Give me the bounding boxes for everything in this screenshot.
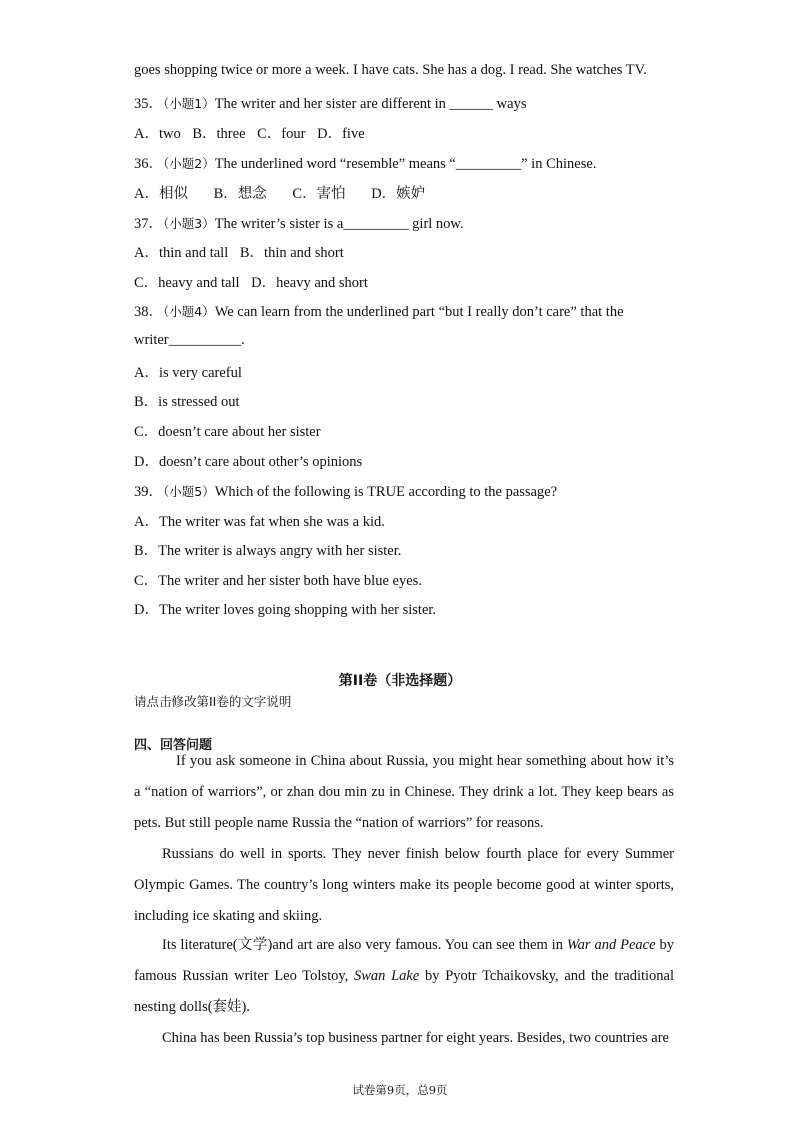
- question-number: 38．: [134, 304, 163, 320]
- option-d: D．doesn’t care about other’s opinions: [134, 454, 363, 470]
- question-stem: Which of the following is TRUE according to the passage?: [214, 484, 558, 500]
- question-number: 37．: [134, 216, 163, 232]
- question-number: 39．: [134, 484, 163, 500]
- option-a: A．is very careful: [134, 365, 242, 381]
- passage-paragraph-2: Russians do well in sports. They never finish below fourth place for every Summer Olympic Games. The country’s long winters make its people become good at winter sports, including ice skating and skiing.: [134, 846, 674, 924]
- option-a: A．two: [134, 126, 181, 142]
- p3-text-e: by Pyotr Tchaikovsky, and the traditional nesting dolls(套娃).: [134, 968, 674, 1015]
- book-title-war-and-peace: War and Peace: [566, 937, 656, 953]
- option-d: D．five: [317, 126, 365, 142]
- passage-paragraph-1: If you ask someone in China about Russia, you might hear something about how it’s a “nation of warriors”, or zhan dou min zu in Chinese. They drink a lot. They keep bears as pets. But still people name Russia the “nation of warriors” for reasons.: [134, 753, 674, 831]
- section-heading: 四、回答问题: [134, 738, 213, 753]
- option-d: D．heavy and short: [251, 275, 368, 291]
- continued-passage-line: goes shopping twice or more a week. I have cats. She has a dog. I read. She watches TV.: [134, 62, 647, 78]
- question-38: [134, 300, 624, 321]
- work-title-swan-lake: Swan Lake: [354, 968, 420, 984]
- question-35-options: [134, 122, 373, 143]
- option-a: A．The writer was fat when she was a kid.: [134, 514, 385, 530]
- option-c: C．four: [257, 126, 306, 142]
- question-stem: We can learn from the underlined part “but I really don’t care” that the: [214, 304, 624, 320]
- p3-text-c: by famous Russian writer Leo Tolstoy,: [134, 937, 674, 984]
- option-c: C．害怕: [292, 186, 346, 202]
- option-c: C．doesn’t care about her sister: [134, 424, 321, 440]
- question-stem: The underlined word “resemble” means “_________” in Chinese.: [214, 156, 597, 172]
- question-number: 35．: [134, 96, 163, 112]
- option-c: C．The writer and her sister both have blue eyes.: [134, 573, 422, 589]
- option-c: C．heavy and tall: [134, 275, 240, 291]
- option-a: A．相似: [134, 186, 188, 202]
- option-b: B．The writer is always angry with her sister.: [134, 543, 402, 559]
- section-title: 第II卷（非选择题）: [338, 673, 462, 689]
- option-b: B．three: [192, 126, 246, 142]
- question-stem: The writer and her sister are different in ______ ways: [214, 96, 527, 112]
- passage-paragraph-4: China has been Russia’s top business partner for eight years. Besides, two countries are: [162, 1030, 669, 1046]
- section-note: 请点击修改第II卷的文字说明: [134, 694, 292, 709]
- option-d: D．The writer loves going shopping with her sister.: [134, 602, 437, 618]
- question-35: [134, 92, 526, 113]
- question-stem: The writer’s sister is a_________ girl now.: [214, 216, 464, 232]
- option-a: A．thin and tall: [134, 245, 229, 261]
- question-tag: （小题4）: [163, 304, 215, 319]
- option-b: B．thin and short: [239, 245, 344, 261]
- option-d: D．嫉妒: [371, 186, 426, 202]
- passage-paragraph-3: [134, 930, 674, 1023]
- question-36: [134, 152, 596, 173]
- option-b: B．is stressed out: [134, 394, 240, 410]
- question-38-stem-continued: writer__________.: [134, 332, 245, 348]
- p3-text-a: Its literature(文学)and art are also very famous. You can see them in: [162, 937, 567, 953]
- question-37-options-row2: [134, 271, 376, 292]
- question-tag: （小题2）: [163, 156, 215, 171]
- question-39: [134, 480, 557, 501]
- question-tag: （小题1）: [163, 96, 215, 111]
- question-tag: （小题3）: [163, 216, 215, 231]
- question-tag: （小题5）: [163, 484, 215, 499]
- option-b: B．想念: [213, 186, 267, 202]
- page-footer: 试卷第9页，总9页: [352, 1083, 448, 1097]
- question-36-options: [134, 182, 433, 203]
- question-37: [134, 212, 464, 233]
- question-37-options-row1: [134, 241, 352, 262]
- question-number: 36．: [134, 156, 163, 172]
